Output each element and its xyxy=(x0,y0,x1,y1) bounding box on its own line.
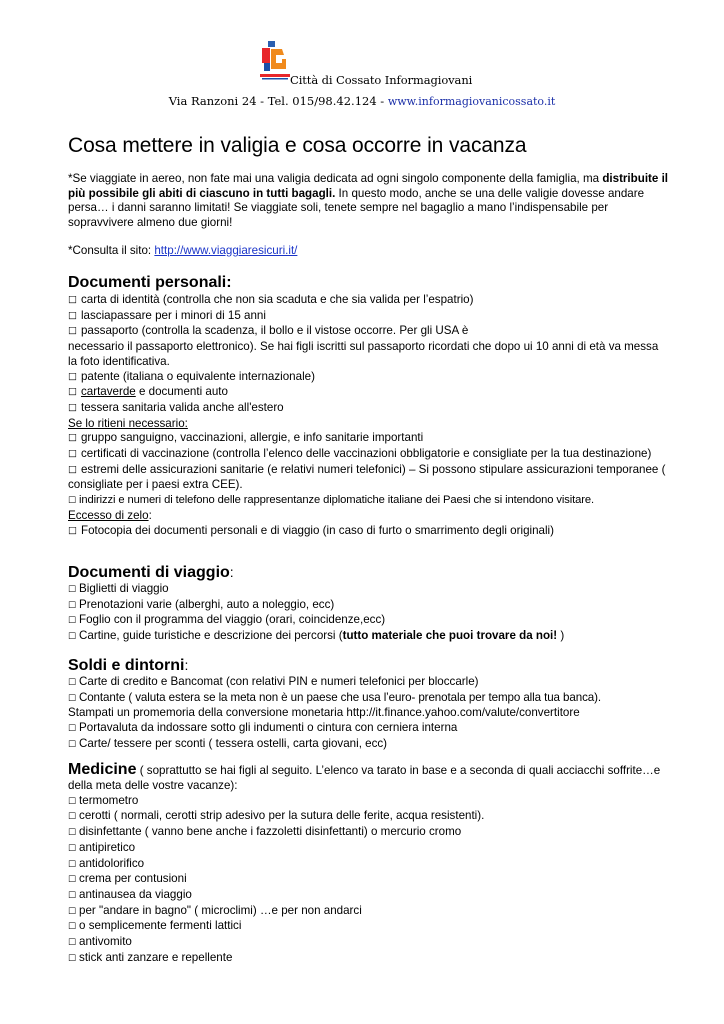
section-heading: Soldi e dintorni xyxy=(68,657,185,674)
intro-bold-text: distribuite il più possibile gli abiti di ciascuno in tutti bagagli. xyxy=(68,172,669,200)
page-title: Cosa mettere in valigia e cosa occorre in vacanza xyxy=(68,134,527,157)
intro-text-cont: In questo modo, anche se una delle valigie dovesse andare persa… i danni saranno limitati! Se viaggiate soli, tenete sempre nel bagaglio a mano l’indispensabile per sopravvivere almeno due giorni! xyxy=(68,186,645,230)
list-item: o semplicemente fermenti lattici xyxy=(79,919,242,933)
checkbox-icon: □ xyxy=(68,952,77,963)
checkbox-icon: □ xyxy=(68,325,77,337)
passport-note: necessario il passaporto elettronico). Se hai figli iscritti sul passaporto ricordati che dopo ui 10 anni di età va messa la foto identificativa. xyxy=(68,340,659,368)
checkbox-icon: □ xyxy=(68,692,76,703)
list-item: Portavaluta da indossare sotto gli indumenti o cintura con cerniera interna xyxy=(79,721,458,735)
header-organization: Città di Cossato Informagiovani xyxy=(290,73,473,87)
header-address: Via Ranzoni 24 - Tel. 015/98.42.124 - xyxy=(168,94,388,108)
documenti-viaggio-section xyxy=(68,563,668,645)
viaggiaresicuri-link[interactable]: http://www.viaggiaresicuri.it/ xyxy=(154,244,298,257)
list-item: disinfettante ( vanno bene anche i fazzoletti disinfettanti) o mercurio cromo xyxy=(79,825,462,839)
consult-site-line xyxy=(68,244,668,259)
checkbox-icon: □ xyxy=(68,463,77,475)
list-item: passaporto (controlla la scadenza, il bollo e il vistose occorre. Per gli USA è xyxy=(80,324,469,338)
list-item: per "andare in bagno" ( microclimi) …e per non andarci xyxy=(79,903,362,917)
soldi-section xyxy=(68,656,668,753)
list-item: Carte di credito e Bancomat (con relativi PIN e numeri telefonici per bloccarle) xyxy=(79,675,479,688)
checkbox-icon: □ xyxy=(68,495,76,506)
list-item: cerotti ( normali, cerotti strip adesivo per la sutura delle ferite, acqua resistenti). xyxy=(79,809,485,823)
checkbox-icon: □ xyxy=(68,584,77,594)
list-item: antinausea da viaggio xyxy=(79,887,192,901)
checkbox-icon: □ xyxy=(68,921,77,932)
checkbox-icon: □ xyxy=(68,905,77,916)
checkbox-icon: □ xyxy=(68,386,77,398)
section-heading: Medicine xyxy=(68,761,137,778)
checkbox-icon: □ xyxy=(68,738,77,749)
checkbox-icon: □ xyxy=(68,874,77,885)
checkbox-icon: □ xyxy=(68,723,77,734)
checkbox-icon: □ xyxy=(68,615,77,626)
medicine-section xyxy=(68,760,668,966)
list-item: Fotocopia dei documenti personali e di viaggio (in caso di furto o smarrimento degli originali) xyxy=(80,523,554,537)
colon: : xyxy=(184,657,189,673)
section-heading: Documenti di viaggio xyxy=(68,564,230,581)
list-item: tessera sanitaria valida anche all'estero xyxy=(80,400,284,414)
colon: : xyxy=(148,508,152,522)
list-item: crema per contusioni xyxy=(79,872,187,886)
checkbox-icon: □ xyxy=(68,370,77,382)
checkbox-icon: □ xyxy=(68,811,77,822)
list-item: indirizzi e numeri di telefono delle rappresentanze diplomatiche italiane dei Paesi che si intendono visitare. xyxy=(78,494,595,507)
list-item: Biglietti di viaggio xyxy=(79,582,169,595)
medicine-intro: ( soprattutto se hai figli al seguito. L’elenco va tarato in base e a seconda di quali acciacchi soffrite…e della meta delle vostre vacanze): xyxy=(68,764,661,792)
colon: : xyxy=(229,564,234,580)
checkbox-icon: □ xyxy=(68,309,77,321)
consult-label: *Consulta il sito: xyxy=(68,244,155,257)
list-item: lasciapassare per i minori di 15 anni xyxy=(80,308,266,322)
checkbox-icon: □ xyxy=(68,889,77,900)
list-item: certificati di vaccinazione (controlla l’elenco delle vaccinazioni obbligatorie e consigliate per la tua destinazione) xyxy=(80,447,652,461)
list-item: carta di identità (controlla che non sia scaduta e che sia valida per l’espatrio) xyxy=(80,293,474,306)
checkbox-icon: □ xyxy=(68,937,77,948)
header-website: www.informagiovanicossato.it xyxy=(387,95,556,108)
list-item: gruppo sanguigno, vaccinazioni, allergie, e info sanitarie importanti xyxy=(80,431,424,445)
checkbox-icon: □ xyxy=(68,842,77,853)
checkbox-icon: □ xyxy=(68,631,77,642)
list-item: Carte/ tessere per sconti ( tessera ostelli, carta giovani, ecc) xyxy=(79,736,388,750)
list-item-bold: tutto materiale che puoi trovare da noi! xyxy=(342,629,558,643)
list-item-end: ) xyxy=(557,629,565,643)
header-address-line xyxy=(0,94,724,108)
list-item: antivomito xyxy=(79,935,132,949)
list-item: estremi delle assicurazioni sanitarie (e relativi numeri telefonici) – Si possono stipulare assicurazioni temporanee ( consigliate per i paesi extra CEE). xyxy=(68,462,666,492)
list-item: Prenotazioni varie (alberghi, auto a noleggio, ecc) xyxy=(79,597,335,611)
checkbox-icon: □ xyxy=(68,858,77,869)
checkbox-icon: □ xyxy=(68,432,77,444)
subheading-excess-zeal: Eccesso di zelo xyxy=(68,508,149,522)
list-item: Cartine, guide turistiche e descrizione dei percorsi ( xyxy=(79,629,343,643)
checkbox-icon: □ xyxy=(68,677,77,687)
list-item: termometro xyxy=(79,793,139,807)
checkbox-icon: □ xyxy=(68,599,77,610)
checkbox-icon: □ xyxy=(68,795,77,806)
checkbox-icon: □ xyxy=(68,294,77,305)
checkbox-icon: □ xyxy=(68,827,77,838)
subheading-if-necessary: Se lo ritieni necessario: xyxy=(68,416,188,430)
list-item: e documenti auto xyxy=(135,385,228,399)
section-heading: Documenti personali: xyxy=(68,274,232,291)
list-item: patente (italiana o equivalente internazionale) xyxy=(80,369,315,383)
intro-text: *Se viaggiate in aereo, non fate mai una valigia dedicata ad ogni singolo componente della famiglia, ma xyxy=(68,172,603,185)
list-item: Foglio con il programma del viaggio (orari, coincidenze,ecc) xyxy=(79,613,386,627)
list-item: antipiretico xyxy=(79,840,136,854)
currency-note: Stampati un promemoria della conversione monetaria http://it.finance.yahoo.com/valute/convertitore xyxy=(68,706,580,720)
list-item: stick anti zanzare e repellente xyxy=(79,950,233,964)
list-item-underlined: cartaverde xyxy=(80,385,136,399)
intro-paragraph xyxy=(68,172,668,231)
checkbox-icon: □ xyxy=(68,401,77,413)
informagiovani-logo xyxy=(258,41,292,81)
list-item: antidolorifico xyxy=(79,856,145,870)
checkbox-icon: □ xyxy=(68,448,77,460)
checkbox-icon: □ xyxy=(68,524,77,536)
list-item: Contante ( valuta estera se la meta non è un paese che usa l’euro- prenotala per tempo alla tua banca). xyxy=(78,690,601,704)
documenti-personali-section xyxy=(68,273,668,539)
